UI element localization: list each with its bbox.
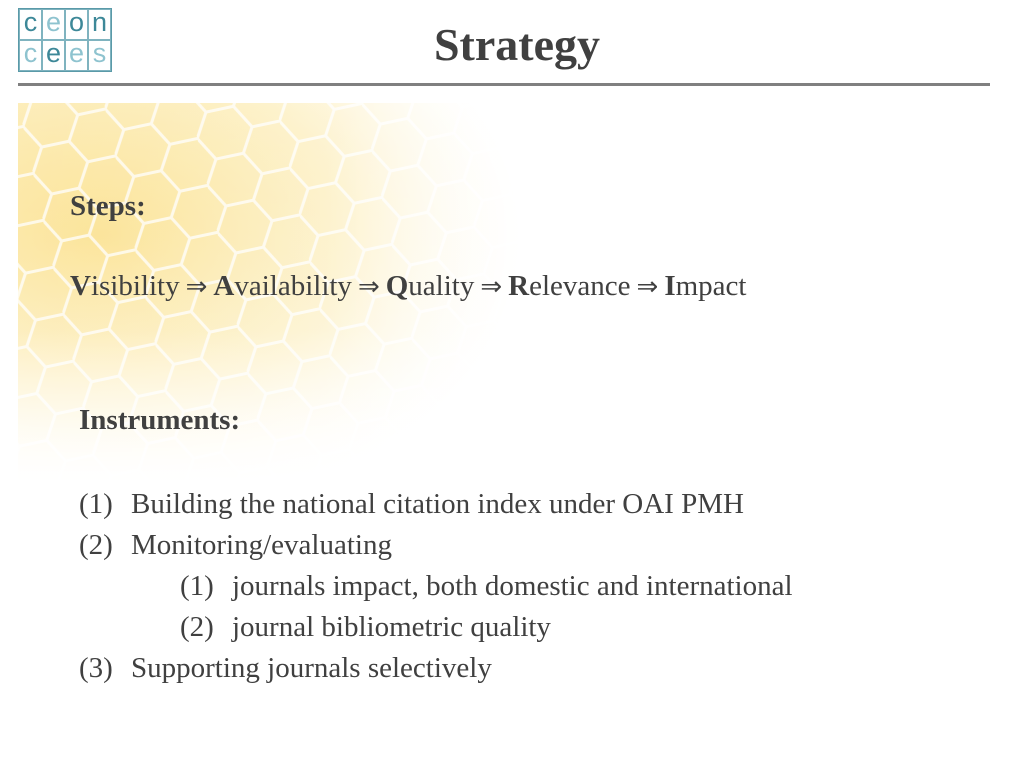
list-item <box>79 650 793 691</box>
item-text: Building the national citation index under OAI PMH <box>131 488 744 520</box>
step-initial: R <box>508 270 530 302</box>
item-number: (2) <box>79 529 113 561</box>
logo-letter: n <box>88 9 111 40</box>
logo-letter: c <box>19 9 42 40</box>
item-number: (2) <box>180 611 214 643</box>
logo-letter: e <box>42 40 65 71</box>
instruments-list <box>79 486 793 691</box>
list-item <box>79 486 793 527</box>
steps-chain <box>70 270 746 303</box>
implies-arrow-icon: ⇒ <box>636 272 659 302</box>
list-subitem <box>79 609 793 650</box>
step-rest: mpact <box>675 270 747 302</box>
implies-arrow-icon: ⇒ <box>357 272 380 302</box>
item-text: journals impact, both domestic and international <box>232 570 793 602</box>
step-initial: I <box>664 270 676 302</box>
logo-letter: c <box>19 40 42 71</box>
logo-letter: s <box>88 40 111 71</box>
logo-letter: e <box>65 40 88 71</box>
title-divider <box>18 83 990 86</box>
step-initial: V <box>70 270 91 302</box>
step-rest: elevance <box>529 270 631 302</box>
item-number: (3) <box>79 652 113 684</box>
step-rest: uality <box>408 270 475 302</box>
item-text: Monitoring/evaluating <box>131 529 392 561</box>
step-rest: isibility <box>90 270 180 302</box>
item-text: Supporting journals selectively <box>131 652 492 684</box>
step-initial: A <box>213 270 235 302</box>
steps-heading: Steps: <box>70 190 146 222</box>
list-subitem <box>79 568 793 609</box>
item-text: journal bibliometric quality <box>232 611 551 643</box>
implies-arrow-icon: ⇒ <box>480 272 503 302</box>
item-number: (1) <box>180 570 214 602</box>
instruments-heading: Instruments: <box>79 404 241 436</box>
slide-title: Strategy <box>433 19 601 70</box>
logo-letter: o <box>65 9 88 40</box>
logo-letter: e <box>42 9 65 40</box>
item-number: (1) <box>79 488 113 520</box>
implies-arrow-icon: ⇒ <box>185 272 208 302</box>
list-item <box>79 527 793 568</box>
step-initial: Q <box>385 270 409 302</box>
step-rest: vailability <box>234 270 352 302</box>
